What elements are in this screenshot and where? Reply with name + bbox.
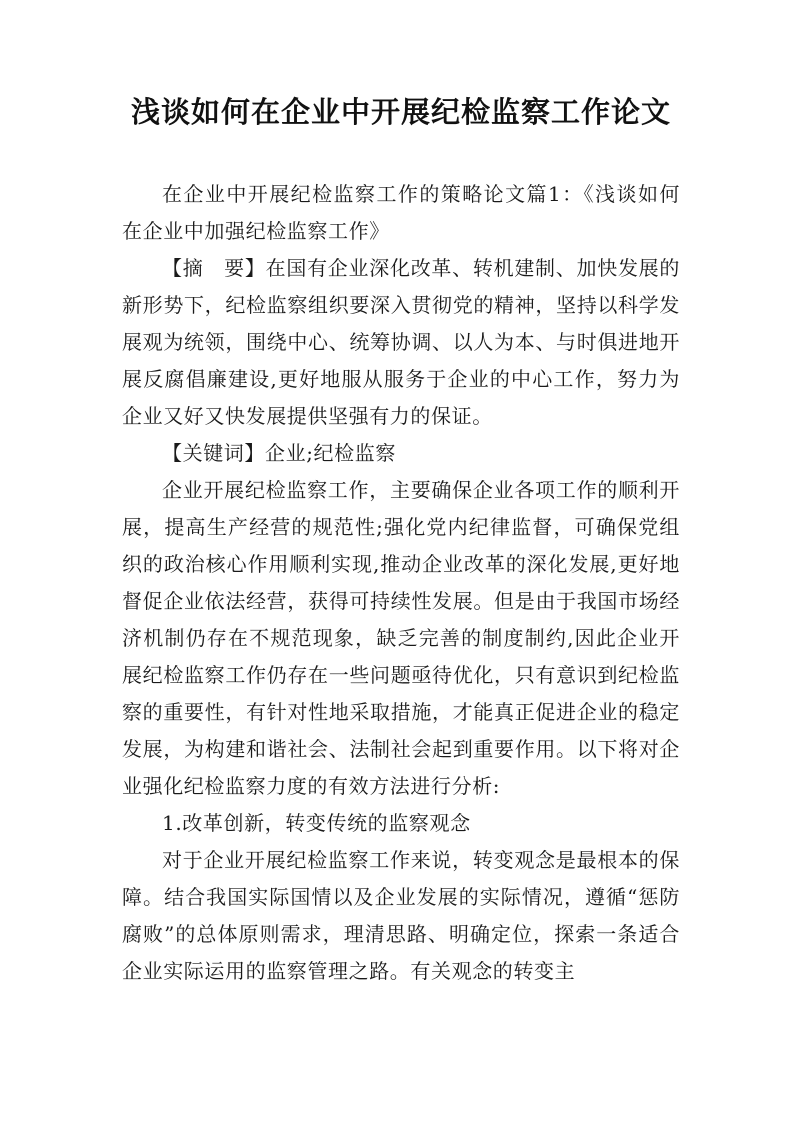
paragraph-intro: 在企业中开展纪检监察工作的策略论文篇1：《浅谈如何在企业中加强纪检监察工作》 [122, 182, 680, 243]
document-body [122, 176, 680, 990]
paragraph-keywords: 【关键词】企业;纪检监察 [162, 441, 396, 465]
paragraph-abstract: 【摘 要】在国有企业深化改革、转机建制、加快发展的新形势下，纪检监察组织要深入贯彻党的精神，坚持以科学发展观为统领，围绕中心、统筹协调、以人为本、与时俱进地开展反腐倡廉建设,更好地服从服务于企业的中心工作，努力为企业又好又快发展提供坚强有力的保证。 [122, 256, 680, 428]
section-heading-1: 1.改革创新，转变传统的监察观念 [162, 811, 471, 835]
document-title: 浅谈如何在企业中开展纪检监察工作论文 [130, 95, 671, 129]
paragraph-main: 企业开展纪检监察工作，主要确保企业各项工作的顺利开展，提高生产经营的规范性;强化党内纪律监督，可确保党组织的政治核心作用顺利实现,推动企业改革的深化发展,更好地督促企业依法经营，获得可持续性发展。但是由于我国市场经济机制仍存在不规范现象，缺乏完善的制度制约,因此企业开展纪检监察工作仍存在一些问题亟待优化，只有意识到纪检监察的重要性，有针对性地采取措施，才能真正促进企业的稳定发展，为构建和谐社会、法制社会起到重要作用。以下将对企业强化纪检监察力度的有效方法进行分析: [122, 478, 680, 798]
paragraph-section-1: 对于企业开展纪检监察工作来说，转变观念是最根本的保障。结合我国实际国情以及企业发展的实际情况，遵循“惩防腐败”的总体原则需求，理清思路、明确定位，探索一条适合企业实际运用的监察管理之路。有关观念的转变主 [122, 848, 680, 983]
